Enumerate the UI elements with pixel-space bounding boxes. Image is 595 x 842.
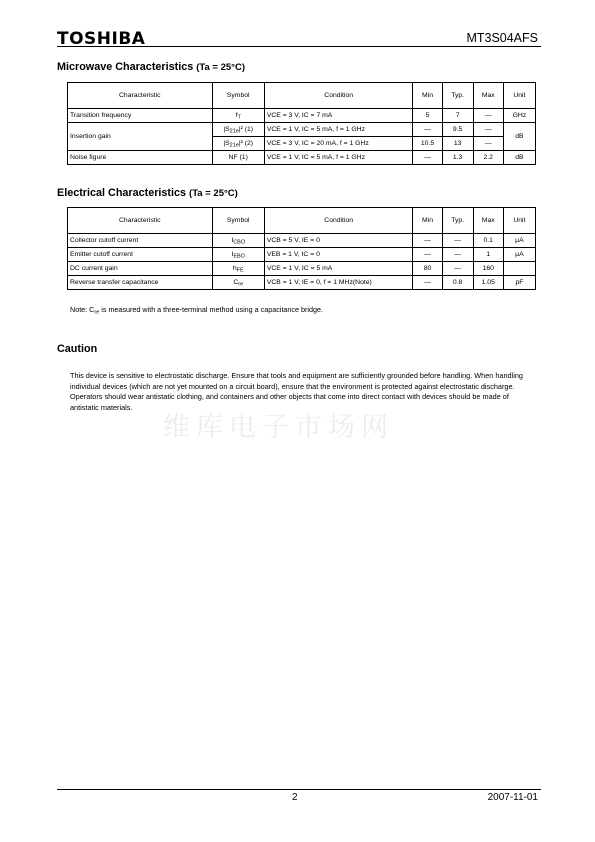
condition-cell: VCE = 3 V, IC = 20 mA, f = 1 GHz [264,137,413,151]
condition-cell: VCE = 1 V, IC = 5 mA, f = 1 GHz [264,151,413,165]
min-cell: — [413,248,442,262]
table-row [68,151,536,165]
condition-cell: VEB = 1 V, IC = 0 [264,248,413,262]
unit-cell: μA [503,248,535,262]
symbol-cell: $I_{CBO}$ [212,234,264,248]
column-header: Condition [264,208,413,234]
footer-rule [57,789,541,790]
symbol-cell: $I_{EBO}$ [212,248,264,262]
unit-cell [503,262,535,276]
characteristic-cell: Transition frequency [68,109,213,123]
characteristic-cell: Reverse transfer capacitance [68,276,213,290]
typ-cell: 1.3 [442,151,473,165]
table-row [68,123,536,137]
header-rule [57,46,541,47]
min-cell: 5 [413,109,442,123]
unit-cell: μA [503,234,535,248]
symbol-cell: $f_T$ [212,109,264,123]
condition-cell: VCE = 1 V, IC = 5 mA, f = 1 GHz [264,123,413,137]
caution-text: This device is sensitive to electrostatic discharge. Ensure that tools and equipment are sufficiently grounded before handling. When handling individual devices (which are not yet mounted on a circuit board), ensure that the environment is protected against electrostatic discharge. Operators should wear antistatic clothing, and containers and other objects that come into direct contact with devices should be made of antistatic materials. [70,371,523,412]
max-cell: 1.05 [473,276,503,290]
min-cell: — [413,276,442,290]
max-cell: 0.1 [473,234,503,248]
column-header: Max [473,208,503,234]
table-row [68,248,536,262]
column-header: Characteristic [68,208,213,234]
symbol-cell: $C_{re}$ [212,276,264,290]
typ-cell: — [442,262,473,276]
symbol-cell: $h_{FE}$ [212,262,264,276]
min-cell: 80 [413,262,442,276]
column-header: Condition [264,83,413,109]
characteristic-cell: Emitter cutoff current [68,248,213,262]
condition-cell: VCE = 3 V, IC = 7 mA [264,109,413,123]
table-row [68,276,536,290]
table-row [68,109,536,123]
characteristic-cell: Insertion gain [68,123,213,151]
column-header: Symbol [212,83,264,109]
max-cell: — [473,109,503,123]
column-header: Symbol [212,208,264,234]
electrical-title: Electrical Characteristics [57,187,187,199]
symbol-cell: $|S_{21e}|^2$ (2) [212,137,264,151]
page-number: 2 [292,792,298,803]
characteristic-cell: DC current gain [68,262,213,276]
electrical-section-title [57,187,238,199]
table-row [68,262,536,276]
caution-heading: Caution [57,343,98,355]
typ-cell: 9.5 [442,123,473,137]
electrical-condition: (Ta = 25°C) [189,188,238,199]
column-header: Unit [503,83,535,109]
min-cell: — [413,151,442,165]
unit-cell: pF [503,276,535,290]
max-cell: 160 [473,262,503,276]
typ-cell: — [442,234,473,248]
condition-cell: VCB = 5 V, IE = 0 [264,234,413,248]
max-cell: — [473,123,503,137]
symbol-cell: $|S_{21e}|^2$ (1) [212,123,264,137]
unit-cell: dB [503,151,535,165]
condition-cell: VCE = 1 V, IC = 5 mA [264,262,413,276]
microwave-table [67,82,536,165]
microwave-title: Microwave Characteristics [57,61,194,73]
table-header-row [68,83,536,109]
watermark-text: 维库电子市场网 [163,412,394,443]
brand-logo: TOSHIBA [57,29,146,49]
min-cell: 10.5 [413,137,442,151]
max-cell: 2.2 [473,151,503,165]
column-header: Unit [503,208,535,234]
condition-cell: VCB = 1 V, IE = 0, f = 1 MHz(Note) [264,276,413,290]
unit-cell: dB [503,123,535,151]
symbol-cell: NF (1) [212,151,264,165]
microwave-condition: (Ta = 25°C) [196,62,245,73]
characteristic-cell: Noise figure [68,151,213,165]
max-cell: 1 [473,248,503,262]
column-header: Min [413,208,442,234]
electrical-table [67,207,536,290]
table-note: Note: $C_{re}$ is measured with a three-terminal method using a capacitance bridge. [70,305,323,316]
column-header: Typ. [442,208,473,234]
min-cell: — [413,123,442,137]
column-header: Min [413,83,442,109]
microwave-section-title [57,61,245,73]
min-cell: — [413,234,442,248]
column-header: Characteristic [68,83,213,109]
typ-cell: 0.8 [442,276,473,290]
typ-cell: 7 [442,109,473,123]
part-number: MT3S04AFS [466,31,538,45]
unit-cell: GHz [503,109,535,123]
column-header: Max [473,83,503,109]
column-header: Typ. [442,83,473,109]
typ-cell: — [442,248,473,262]
characteristic-cell: Collector cutoff current [68,234,213,248]
table-header-row [68,208,536,234]
max-cell: — [473,137,503,151]
footer-date: 2007-11-01 [487,792,538,803]
table-row [68,234,536,248]
typ-cell: 13 [442,137,473,151]
